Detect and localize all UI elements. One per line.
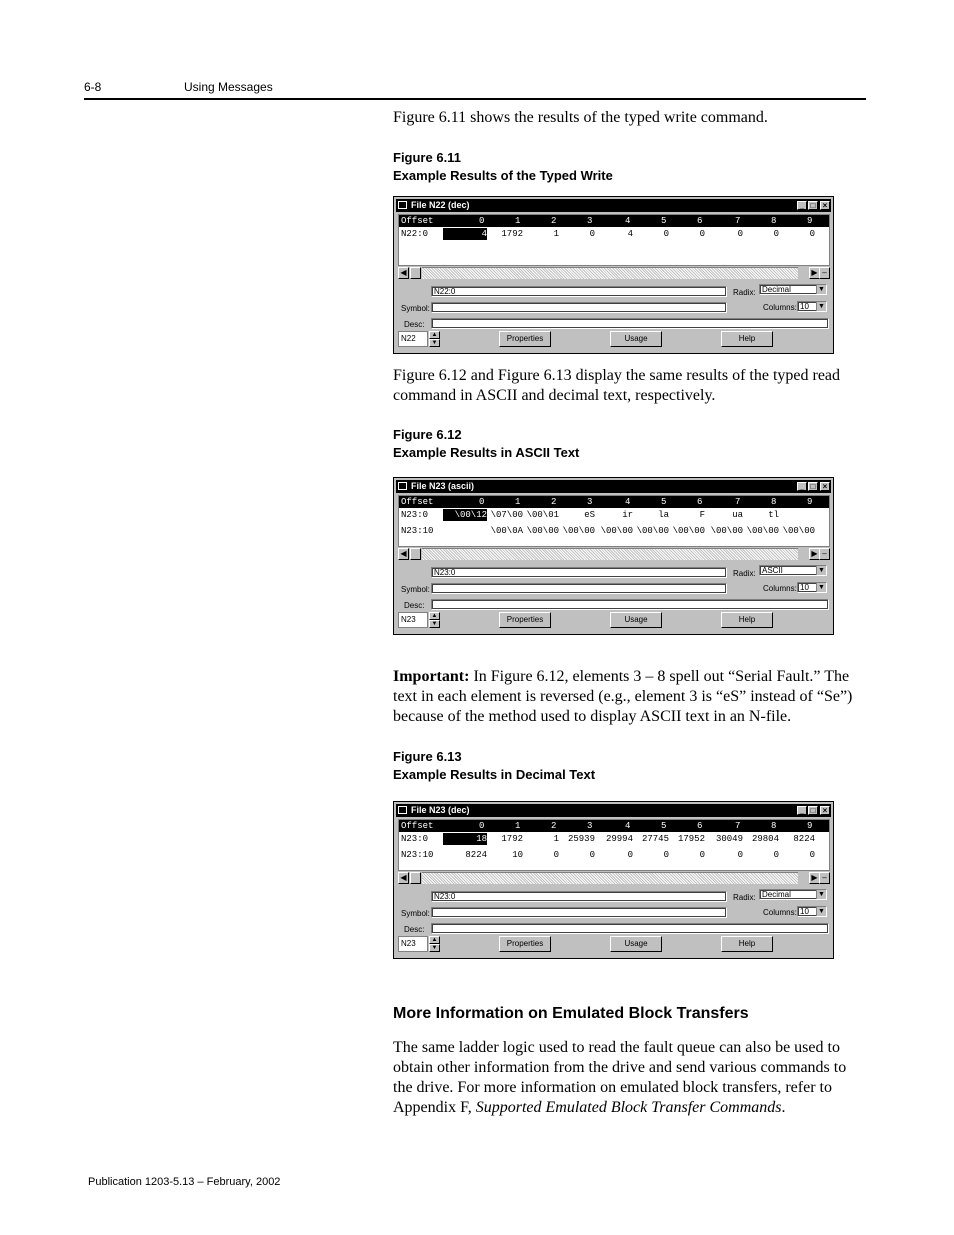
close-button[interactable]: × [820,201,830,210]
grid-cell[interactable]: \07\00 [490,510,523,520]
desc-field[interactable] [431,599,829,610]
figure-label: Figure 6.12 [393,427,462,442]
symbol-field[interactable] [431,907,727,918]
scroll-track[interactable] [422,872,798,884]
column-header: 5 [661,497,667,507]
grid-cell[interactable]: F [699,510,705,520]
scroll-thumb[interactable] [410,548,421,560]
column-header-offset: Offset [401,497,434,507]
grid-cell[interactable]: 0 [809,229,815,239]
horizontal-scrollbar[interactable] [398,548,830,560]
file-number-field[interactable]: N23 [398,936,428,952]
usage-button[interactable]: Usage [610,612,662,628]
desc-label: Desc: [404,601,425,610]
appendix-reference: Supported Emulated Block Transfer Commands [475,1099,782,1116]
figure-6-13-caption [393,748,595,784]
grid-cell[interactable]: 0 [589,229,595,239]
spin-up-icon[interactable]: ▲ [429,612,440,620]
grid-cell[interactable]: 1792 [501,229,523,239]
scroll-thumb[interactable] [410,267,421,279]
column-header: 4 [625,216,631,226]
address-field[interactable]: N23:0 [431,567,727,578]
grid-cell[interactable]: \00\00 [562,526,595,536]
columns-combo[interactable] [797,906,827,917]
data-grid [398,214,830,266]
section-heading: More Information on Emulated Block Transfers [393,1005,749,1022]
grid-header-row [399,820,829,832]
window-icon [398,201,407,209]
grid-cell[interactable]: 0 [589,850,595,860]
grid-cell[interactable]: 29804 [751,834,779,844]
grid-cell[interactable]: \00\0A [490,526,523,536]
scroll-left-button[interactable]: ◀ [398,548,409,560]
window-title: File N22 (dec) [411,200,470,210]
minimize-button[interactable]: _ [797,806,807,815]
figure-6-11-caption [393,149,613,185]
figure-title: Example Results in ASCII Text [393,445,580,460]
desc-label: Desc: [404,925,425,934]
figure-6-12-caption [393,426,579,462]
row-offset[interactable]: N23:0 [401,834,429,844]
grid-cell[interactable]: 0 [699,850,705,860]
desc-field[interactable] [431,923,829,934]
closing-text: The same ladder logic used to read the fault queue can also be used to obtain other information from the drive and send various commands to the drive. For more information on emulated block transfers, refer to Appendix F, [393,1039,847,1116]
column-header: 2 [551,497,557,507]
figure-title: Example Results in Decimal Text [393,767,596,782]
spin-down-icon[interactable]: ▼ [429,620,440,628]
horizontal-scrollbar[interactable] [398,872,830,884]
columns-label: Columns: [763,584,797,593]
file-window-n23-ascii [393,477,834,635]
important-label: Important: [393,668,470,685]
grid-cell[interactable]: 0 [663,229,669,239]
symbol-label: Symbol: [401,585,430,594]
address-field[interactable]: N23:0 [431,891,727,902]
columns-value: 10 [800,302,809,311]
symbol-label: Symbol: [401,304,430,313]
split-button[interactable]: – [819,872,830,884]
file-spinner[interactable] [398,936,440,952]
grid-cell[interactable]: 0 [627,850,633,860]
chevron-down-icon[interactable]: ▼ [816,907,826,916]
intro-paragraph: Figure 6.11 shows the results of the typed write command. [393,109,768,126]
chevron-down-icon[interactable]: ▼ [816,302,826,311]
grid-header-row [399,215,829,227]
important-text: In Figure 6.12, elements 3 – 8 spell out “Serial Fault.” The text in each element is reversed (e.g., element 3 is “eS” instead of “Se”) because of the method used to display ASCII text in an N-file. [393,668,853,725]
row-offset[interactable]: N22:0 [401,229,429,239]
column-header-offset: Offset [401,216,434,226]
figure-label: Figure 6.13 [393,749,462,764]
column-header: 6 [697,821,703,831]
figures-description-paragraph: Figure 6.12 and Figure 6.13 display the same results of the typed read command in ASCII and decimal text, respectively. [393,367,841,404]
usage-button[interactable]: Usage [610,331,662,347]
row-offset[interactable]: N23:10 [401,850,434,860]
chevron-down-icon[interactable]: ▼ [816,583,826,592]
symbol-field[interactable] [431,583,727,594]
window-title: File N23 (ascii) [411,481,475,491]
columns-value: 10 [800,583,809,592]
figure-title: Example Results of the Typed Write [393,168,613,183]
grid-cell[interactable]: 17952 [677,834,705,844]
help-button[interactable]: Help [721,936,773,952]
grid-cell[interactable]: la [658,510,669,520]
minimize-button[interactable]: _ [797,482,807,491]
maximize-button[interactable]: □ [808,482,818,491]
radix-combo[interactable] [759,284,827,295]
page-number: 6-8 [84,80,102,94]
usage-button[interactable]: Usage [610,936,662,952]
grid-cell[interactable]: 4 [627,229,633,239]
properties-button[interactable]: Properties [499,612,551,628]
grid-cell[interactable]: 0 [663,850,669,860]
grid-cell[interactable]: 1 [553,834,559,844]
file-spinner[interactable] [398,612,440,628]
desc-label: Desc: [404,320,425,329]
scroll-thumb[interactable] [410,872,421,884]
columns-label: Columns: [763,303,797,312]
grid-cell[interactable]: 30049 [715,834,743,844]
file-number-field[interactable]: N23 [398,612,428,628]
grid-cell[interactable]: \00\00 [600,526,633,536]
grid-cell[interactable]: 29994 [605,834,633,844]
radix-label: Radix: [733,288,756,297]
spin-down-icon[interactable]: ▼ [429,339,440,347]
title-bar [396,804,831,817]
scroll-left-button[interactable]: ◀ [398,872,409,884]
window-icon [398,482,407,490]
grid-cell[interactable]: \00\01 [526,510,559,520]
grid-cell[interactable]: \00\00 [526,526,559,536]
grid-cell[interactable]: 1792 [501,834,523,844]
close-button[interactable]: × [820,806,830,815]
chevron-down-icon[interactable]: ▼ [816,285,826,294]
column-header: 3 [587,821,593,831]
scroll-right-button[interactable]: ▶ [809,872,820,884]
grid-cell[interactable]: 10 [512,850,523,860]
publication-footer: Publication 1203-5.13 – February, 2002 [88,1176,281,1188]
column-header-offset: Offset [401,821,434,831]
figure-label: Figure 6.11 [393,150,461,165]
file-spinner[interactable] [398,331,440,347]
grid-cell[interactable]: ir [622,510,633,520]
columns-combo[interactable] [797,301,827,312]
symbol-field[interactable] [431,302,727,313]
grid-cell[interactable]: \00\00 [782,526,815,536]
column-header: 6 [697,216,703,226]
grid-cell[interactable]: \00\00 [710,526,743,536]
column-header: 3 [587,497,593,507]
radix-label: Radix: [733,569,756,578]
grid-cell[interactable]: 0 [737,850,743,860]
minimize-button[interactable]: _ [797,201,807,210]
help-button[interactable]: Help [721,331,773,347]
spin-down-icon[interactable]: ▼ [429,944,440,952]
column-header: 9 [807,497,813,507]
split-button[interactable]: – [819,267,830,279]
radix-value: ASCII [762,566,783,575]
address-field[interactable]: N22:0 [431,286,727,297]
column-header: 8 [771,821,777,831]
scroll-right-button[interactable]: ▶ [809,548,820,560]
row-offset[interactable]: N23:10 [401,526,434,536]
column-header: 8 [771,216,777,226]
chevron-down-icon[interactable]: ▼ [816,566,826,575]
desc-field[interactable] [431,318,829,329]
grid-cell[interactable]: ua [732,510,743,520]
radix-value: Decimal [762,285,791,294]
grid-cell[interactable]: 8224 [465,850,487,860]
file-window-n22-dec [393,196,834,354]
grid-cell[interactable]: 0 [699,229,705,239]
data-grid [398,495,830,547]
header-rule [84,98,866,100]
grid-cell[interactable]: \00\00 [672,526,705,536]
grid-cell[interactable]: eS [584,510,595,520]
column-header: 0 [479,497,485,507]
column-header: 6 [697,497,703,507]
row-offset[interactable]: N23:0 [401,510,429,520]
columns-value: 10 [800,907,809,916]
window-icon [398,806,407,814]
chevron-down-icon[interactable]: ▼ [816,890,826,899]
title-bar [396,480,831,493]
grid-cell[interactable]: 0 [737,229,743,239]
grid-cell[interactable]: 0 [773,850,779,860]
maximize-button[interactable]: □ [808,201,818,210]
spin-up-icon[interactable]: ▲ [429,331,440,339]
symbol-label: Symbol: [401,909,430,918]
grid-cell[interactable]: 1 [553,229,559,239]
scroll-track[interactable] [422,548,798,560]
column-header: 5 [661,821,667,831]
scroll-left-button[interactable]: ◀ [398,267,409,279]
column-header: 7 [735,216,741,226]
grid-cell[interactable]: 25939 [567,834,595,844]
grid-cell[interactable]: 27745 [641,834,669,844]
grid-cell[interactable]: tl [768,510,779,520]
column-header: 5 [661,216,667,226]
file-number-field[interactable]: N22 [398,331,428,347]
title-bar [396,199,831,212]
closing-end: . [781,1099,786,1116]
split-button[interactable]: – [819,548,830,560]
file-window-n23-dec [393,801,834,959]
grid-cell[interactable]: \00\00 [636,526,669,536]
selected-cell[interactable]: 18 [443,833,487,845]
scroll-track[interactable] [422,267,798,279]
column-header: 9 [807,821,813,831]
column-header: 9 [807,216,813,226]
grid-cell[interactable]: 0 [773,229,779,239]
selected-cell[interactable]: \00\12 [443,509,487,521]
help-button[interactable]: Help [721,612,773,628]
column-header: 4 [625,497,631,507]
column-header: 7 [735,821,741,831]
column-header: 1 [515,821,521,831]
radix-label: Radix: [733,893,756,902]
column-header: 7 [735,497,741,507]
column-header: 4 [625,821,631,831]
close-button[interactable]: × [820,482,830,491]
horizontal-scrollbar[interactable] [398,267,830,279]
column-header: 8 [771,497,777,507]
column-header: 3 [587,216,593,226]
columns-label: Columns: [763,908,797,917]
grid-cell[interactable]: 8224 [793,834,815,844]
scroll-right-button[interactable]: ▶ [809,267,820,279]
column-header: 0 [479,821,485,831]
column-header: 1 [515,216,521,226]
radix-combo[interactable] [759,565,827,576]
radix-value: Decimal [762,890,791,899]
running-header-title: Using Messages [184,80,273,94]
spin-up-icon[interactable]: ▲ [429,936,440,944]
radix-combo[interactable] [759,889,827,900]
column-header: 2 [551,821,557,831]
selected-cell[interactable]: 4 [443,228,487,240]
data-grid [398,819,830,871]
column-header: 1 [515,497,521,507]
important-note [393,667,869,727]
properties-button[interactable]: Properties [499,331,551,347]
window-title: File N23 (dec) [411,805,470,815]
maximize-button[interactable]: □ [808,806,818,815]
column-header: 2 [551,216,557,226]
properties-button[interactable]: Properties [499,936,551,952]
closing-paragraph [393,1038,869,1118]
grid-cell[interactable]: 0 [809,850,815,860]
grid-cell[interactable]: 0 [553,850,559,860]
columns-combo[interactable] [797,582,827,593]
column-header: 0 [479,216,485,226]
grid-cell[interactable]: \00\00 [746,526,779,536]
grid-header-row [399,496,829,508]
